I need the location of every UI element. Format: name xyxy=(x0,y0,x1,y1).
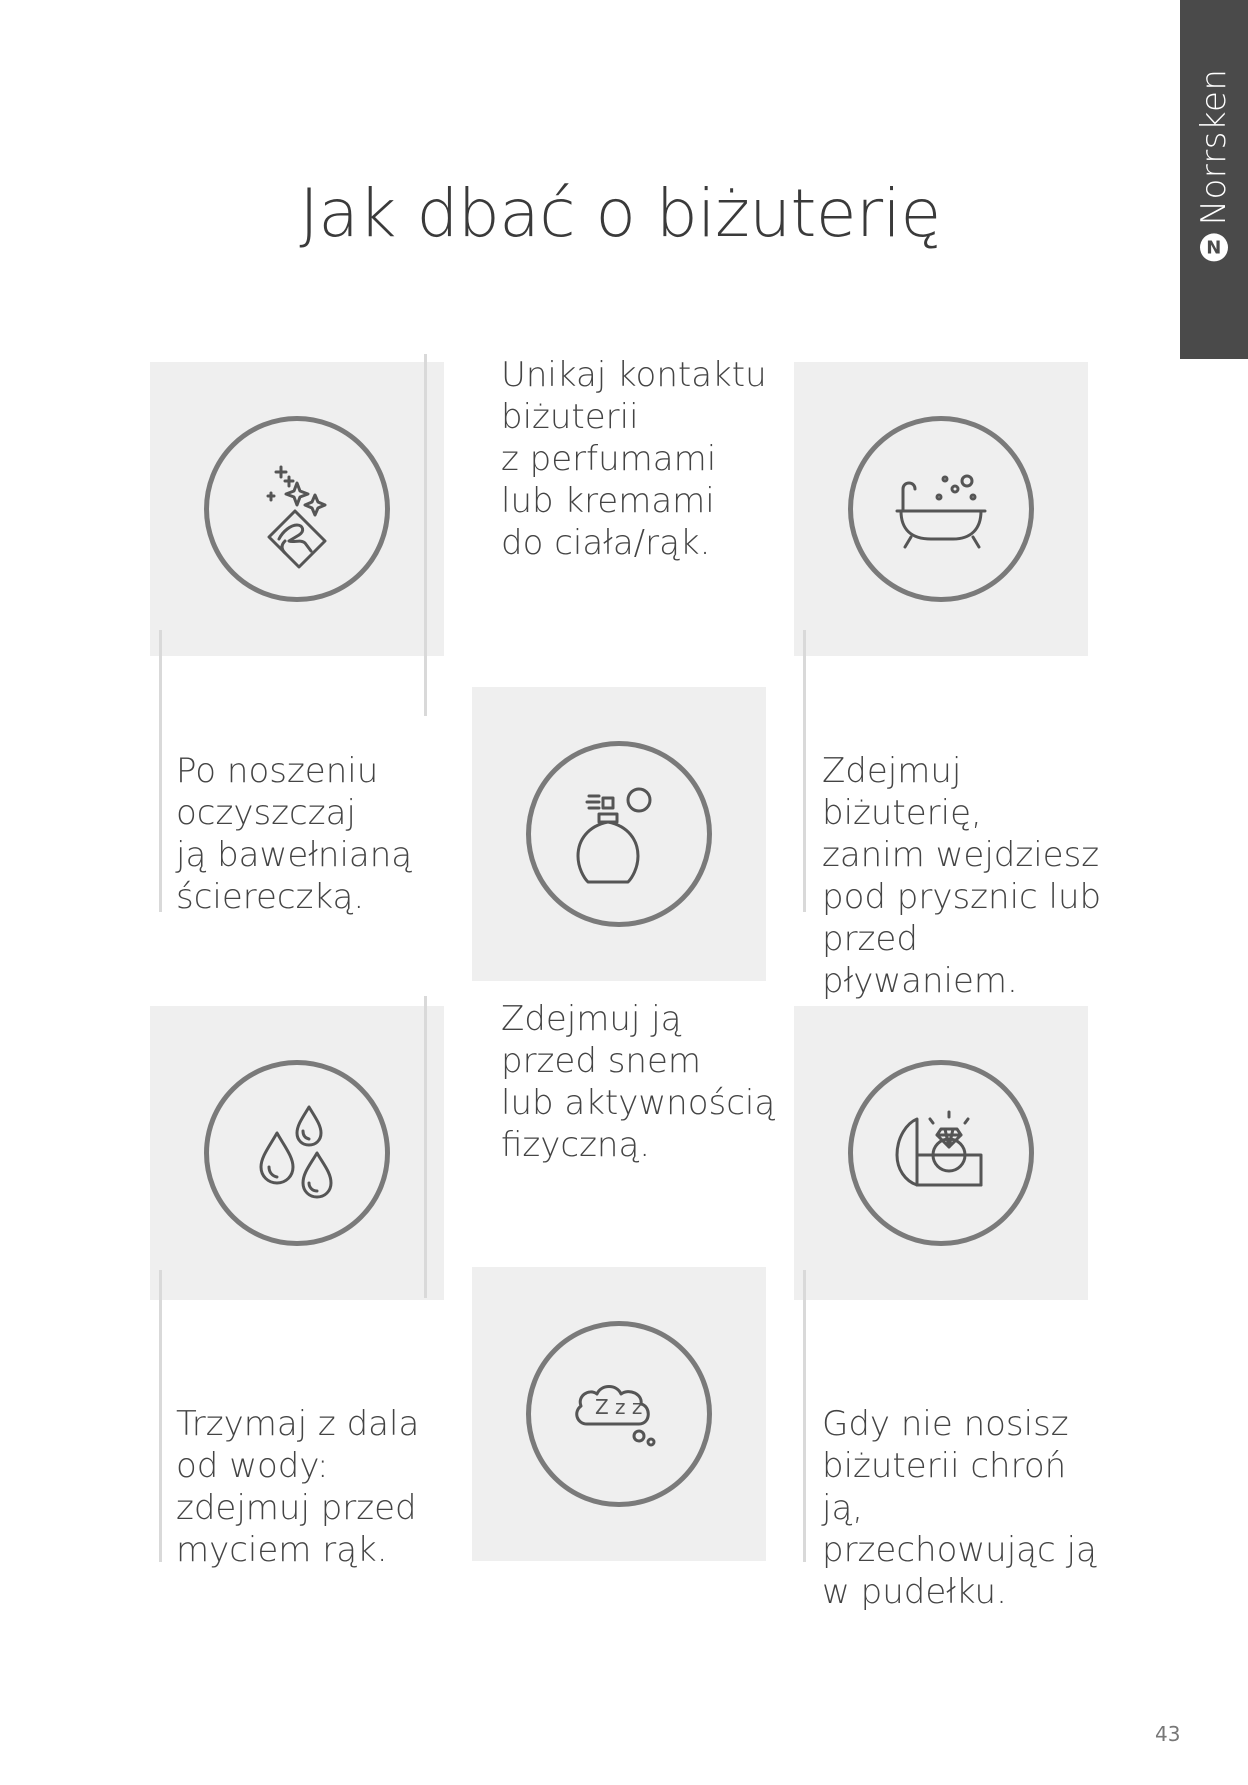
brand-name: Norrsken xyxy=(1194,68,1234,226)
tile-ringbox xyxy=(794,1006,1088,1300)
water-drops-icon xyxy=(204,1060,390,1246)
ring-box-icon xyxy=(848,1060,1034,1246)
tile-sleep xyxy=(472,1267,766,1561)
page-title: Jak dbać o biżuterię xyxy=(299,175,941,252)
tile-cleaning xyxy=(150,362,444,656)
tile-bathtub xyxy=(794,362,1088,656)
divider-line xyxy=(803,630,806,912)
divider-line xyxy=(159,630,162,912)
divider-line xyxy=(803,1270,806,1562)
tip-text-cleaning: Po noszeniu oczyszczaj ją bawełnianą ściereczką. xyxy=(176,751,413,917)
tip-text-perfume: Unikaj kontaktu biżuterii z perfumami lub kremami do ciała/rąk. xyxy=(501,355,767,563)
sleep-cloud-icon xyxy=(526,1321,712,1507)
bathtub-icon xyxy=(848,416,1034,602)
divider-line xyxy=(424,996,427,1298)
sleep-zzz-text: Z z z xyxy=(595,1395,643,1419)
page-number: 43 xyxy=(1155,1722,1181,1746)
divider-line xyxy=(159,1270,162,1562)
cleaning-cloth-icon xyxy=(204,416,390,602)
perfume-bottle-icon xyxy=(526,741,712,927)
tip-text-storage: Gdy nie nosisz biżuterii chroń ją, przechowując ją w pudełku. xyxy=(822,1404,1097,1612)
tile-perfume xyxy=(472,687,766,981)
tile-water xyxy=(150,1006,444,1300)
divider-line xyxy=(424,354,427,716)
tip-text-sleep: Zdejmuj ją przed snem lub aktywnością fizyczną. xyxy=(501,999,776,1165)
tip-text-water: Trzymaj z dala od wody: zdejmuj przed myciem rąk. xyxy=(176,1404,420,1570)
brand-logo-mark: N xyxy=(1200,233,1228,261)
tip-text-shower: Zdejmuj biżuterię, zanim wejdziesz pod prysznic lub przed pływaniem. xyxy=(822,751,1102,1001)
